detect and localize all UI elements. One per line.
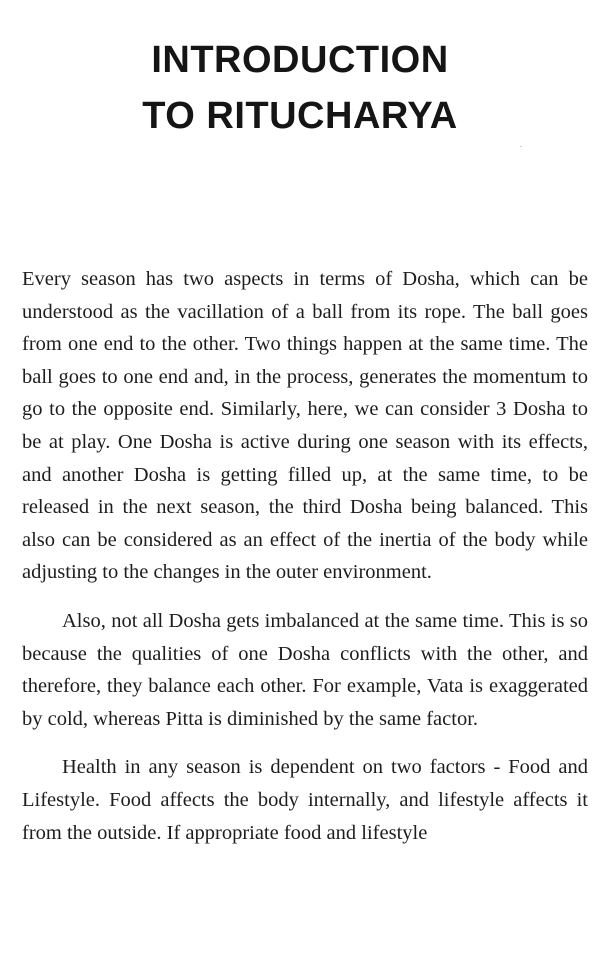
paragraph-3: Health in any season is dependent on two factors - Food and Lifestyle. Food affects the body internally, and lifestyle affects it from the outside. If appropriate food and lifestyle xyxy=(22,756,588,844)
paragraph-2: Also, not all Dosha gets imbalanced at the same time. This is so because the qualities of one Dosha conflicts with the other, and therefore, they balance each other. For example, Vata is exaggerated by cold, whereas Pitta is diminished by the same factor. xyxy=(22,609,588,730)
chapter-body xyxy=(22,263,588,865)
scan-speck xyxy=(520,146,522,147)
paragraph-1: Every season has two aspects in terms of Dosha, which can be understood as the vacillation of a ball from its rope. The ball goes from one end to the other. Two things happen at the same time. The ball goes to one end and, in the process, generates the momentum to go to the opposite end. Similarly, here, we can consider 3 Dosha to be at play. One Dosha is active during one season with its effects, and another Dosha is getting filled up, at the same time, to be released in the next season, the third Dosha being balanced. This also can be considered as an effect of the inertia of the body while adjusting to the changes in the outer environment. xyxy=(22,268,588,584)
chapter-title-line-1: INTRODUCTION xyxy=(151,39,449,81)
chapter-title xyxy=(0,32,600,144)
chapter-title-line-2: TO RITUCHARYA xyxy=(142,95,458,137)
